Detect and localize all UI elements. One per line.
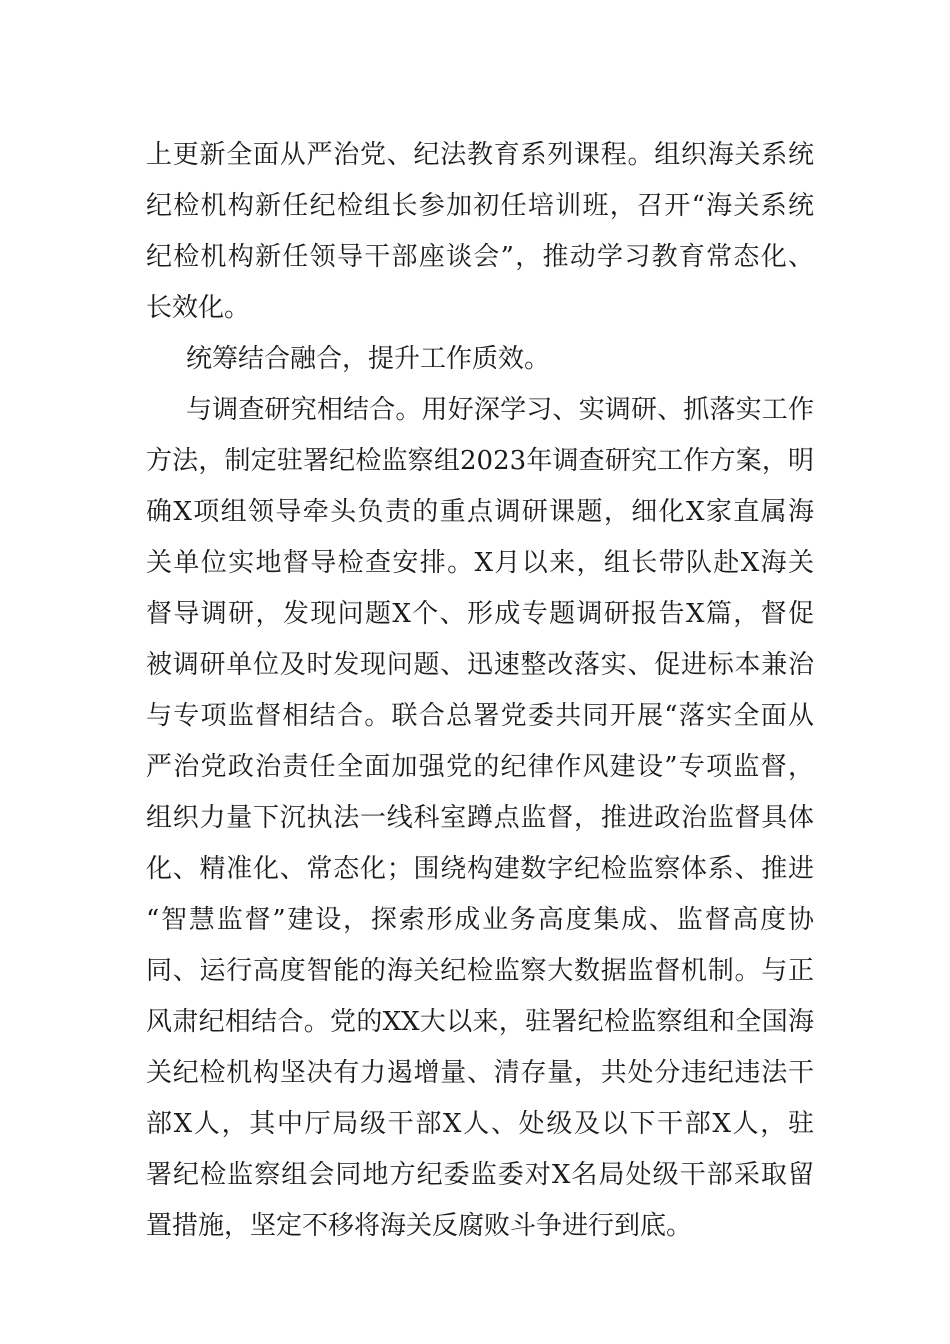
text-line: 风肃纪相结合。党的XX大以来，驻署纪检监察组和全国海 <box>146 1007 814 1037</box>
text-line: 与专项监督相结合。联合总署党委共同开展“落实全面从 <box>146 701 814 731</box>
text-line: 部X人，其中厅局级干部X人、处级及以下干部X人，驻 <box>146 1109 814 1139</box>
text-line: 置措施，坚定不移将海关反腐败斗争进行到底。 <box>146 1211 693 1241</box>
text-line: 组织力量下沉执法一线科室蹲点监督，推进政治监督具体 <box>146 803 814 833</box>
section-heading: 统筹结合融合，提升工作质效。 <box>186 344 551 374</box>
text-line: “智慧监督”建设，探索形成业务高度集成、监督高度协 <box>146 905 814 935</box>
body-text <box>146 130 814 1252</box>
text-line: 纪检机构新任领导干部座谈会”，推动学习教育常态化、 <box>146 242 814 272</box>
text-line: 督导调研，发现问题X个、形成专题调研报告X篇，督促 <box>146 599 814 629</box>
text-line: 严治党政治责任全面加强党的纪律作风建设”专项监督， <box>146 752 814 782</box>
text-line: 署纪检监察组会同地方纪委监委对X名局处级干部采取留 <box>146 1160 814 1190</box>
text-line: 上更新全面从严治党、纪法教育系列课程。组织海关系统 <box>146 140 814 170</box>
text-line: 关单位实地督导检查安排。X月以来，组长带队赴X海关 <box>146 548 814 578</box>
text-line: 化、精准化、常态化；围绕构建数字纪检监察体系、推进 <box>146 854 814 884</box>
text-line: 被调研单位及时发现问题、迅速整改落实、促进标本兼治 <box>146 650 814 680</box>
text-line: 方法，制定驻署纪检监察组2023年调查研究工作方案，明 <box>146 446 814 476</box>
text-line: 与调查研究相结合。用好深学习、实调研、抓落实工作 <box>186 395 814 425</box>
text-line: 确X项组领导牵头负责的重点调研课题，细化X家直属海 <box>146 497 814 527</box>
text-line: 同、运行高度智能的海关纪检监察大数据监督机制。与正 <box>146 956 814 986</box>
text-line: 纪检机构新任纪检组长参加初任培训班，召开“海关系统 <box>146 191 814 221</box>
text-line: 关纪检机构坚决有力遏增量、清存量，共处分违纪违法干 <box>146 1058 814 1088</box>
text-line: 长效化。 <box>146 293 251 323</box>
